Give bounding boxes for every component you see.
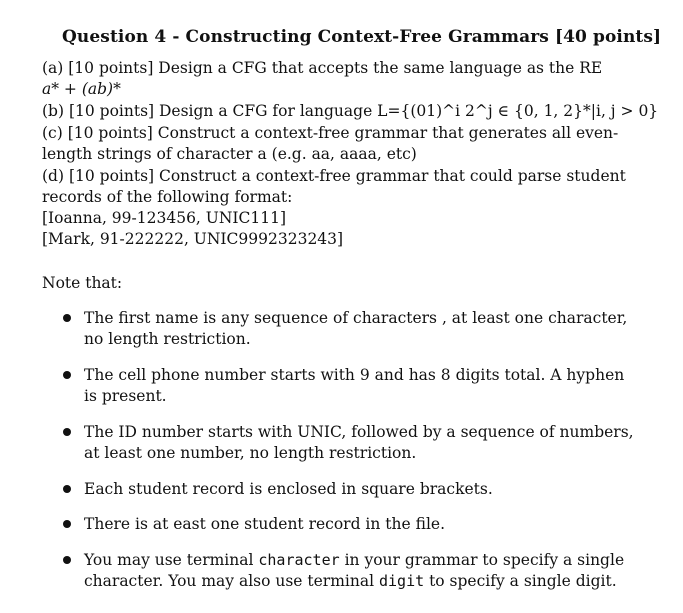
- bullet-icon: [63, 553, 71, 568]
- bullet-3-line-1: The ID number starts with UNIC, followed by a sequence of numbers,: [84, 423, 634, 441]
- bullet-2-line-1: The cell phone number starts with 9 and has 8 digits total. A hyphen: [84, 366, 625, 384]
- bullet-icon: [63, 517, 71, 532]
- bullet-2-line-2: is present.: [84, 387, 167, 405]
- part-b-line-1: (b) [10 points] Design a CFG for language L={(01)^i 2^j ∈ {0, 1, 2}*|i, j > 0}: [42, 102, 659, 120]
- record-example-1: [Ioanna, 99-123456, UNIC111]: [42, 209, 287, 227]
- bullet-icon: [63, 425, 71, 440]
- terminal-character-code: character: [258, 551, 340, 569]
- question-title: Question 4 - Constructing Context-Free Grammars [40 points]: [62, 27, 662, 47]
- bullet-icon: [63, 368, 71, 383]
- note-heading: Note that:: [42, 274, 123, 292]
- record-example-2: [Mark, 91-222222, UNIC9992323243]: [42, 230, 344, 248]
- terminal-digit-code: digit: [378, 572, 425, 590]
- part-a-regex: a* + (ab)*: [42, 80, 121, 98]
- bullet-3-line-2: at least one number, no length restriction.: [84, 444, 417, 462]
- part-c-line-2: length strings of character a (e.g. aa, aaaa, etc): [42, 145, 417, 163]
- bullet-6-line-1-part-a: You may use terminal: [84, 551, 259, 569]
- bullet-6-line-2-part-a: character. You may also use terminal: [84, 572, 379, 590]
- part-a-line-1: (a) [10 points] Design a CFG that accepts the same language as the RE: [42, 59, 603, 77]
- bullet-6-line-1-part-b: in your grammar to specify a single: [339, 551, 625, 569]
- bullet-1-line-1: The first name is any sequence of characters , at least one character,: [84, 309, 628, 327]
- bullet-1-line-2: no length restriction.: [84, 330, 251, 348]
- bullet-5-line-1: There is at east one student record in the file.: [84, 515, 446, 533]
- bullet-6-line-1: [84, 553, 624, 569]
- part-d-line-1: (d) [10 points] Construct a context-free grammar that could parse student: [42, 167, 626, 185]
- part-d-line-2: records of the following format:: [42, 188, 293, 206]
- bullet-6-line-2: [84, 574, 617, 590]
- part-c-line-1: (c) [10 points] Construct a context-free grammar that generates all even-: [42, 124, 619, 142]
- bullet-icon: [63, 482, 71, 497]
- bullet-icon: [63, 311, 71, 326]
- bullet-4-line-1: Each student record is enclosed in square brackets.: [84, 480, 493, 498]
- bullet-6-line-2-part-b: to specify a single digit.: [424, 572, 617, 590]
